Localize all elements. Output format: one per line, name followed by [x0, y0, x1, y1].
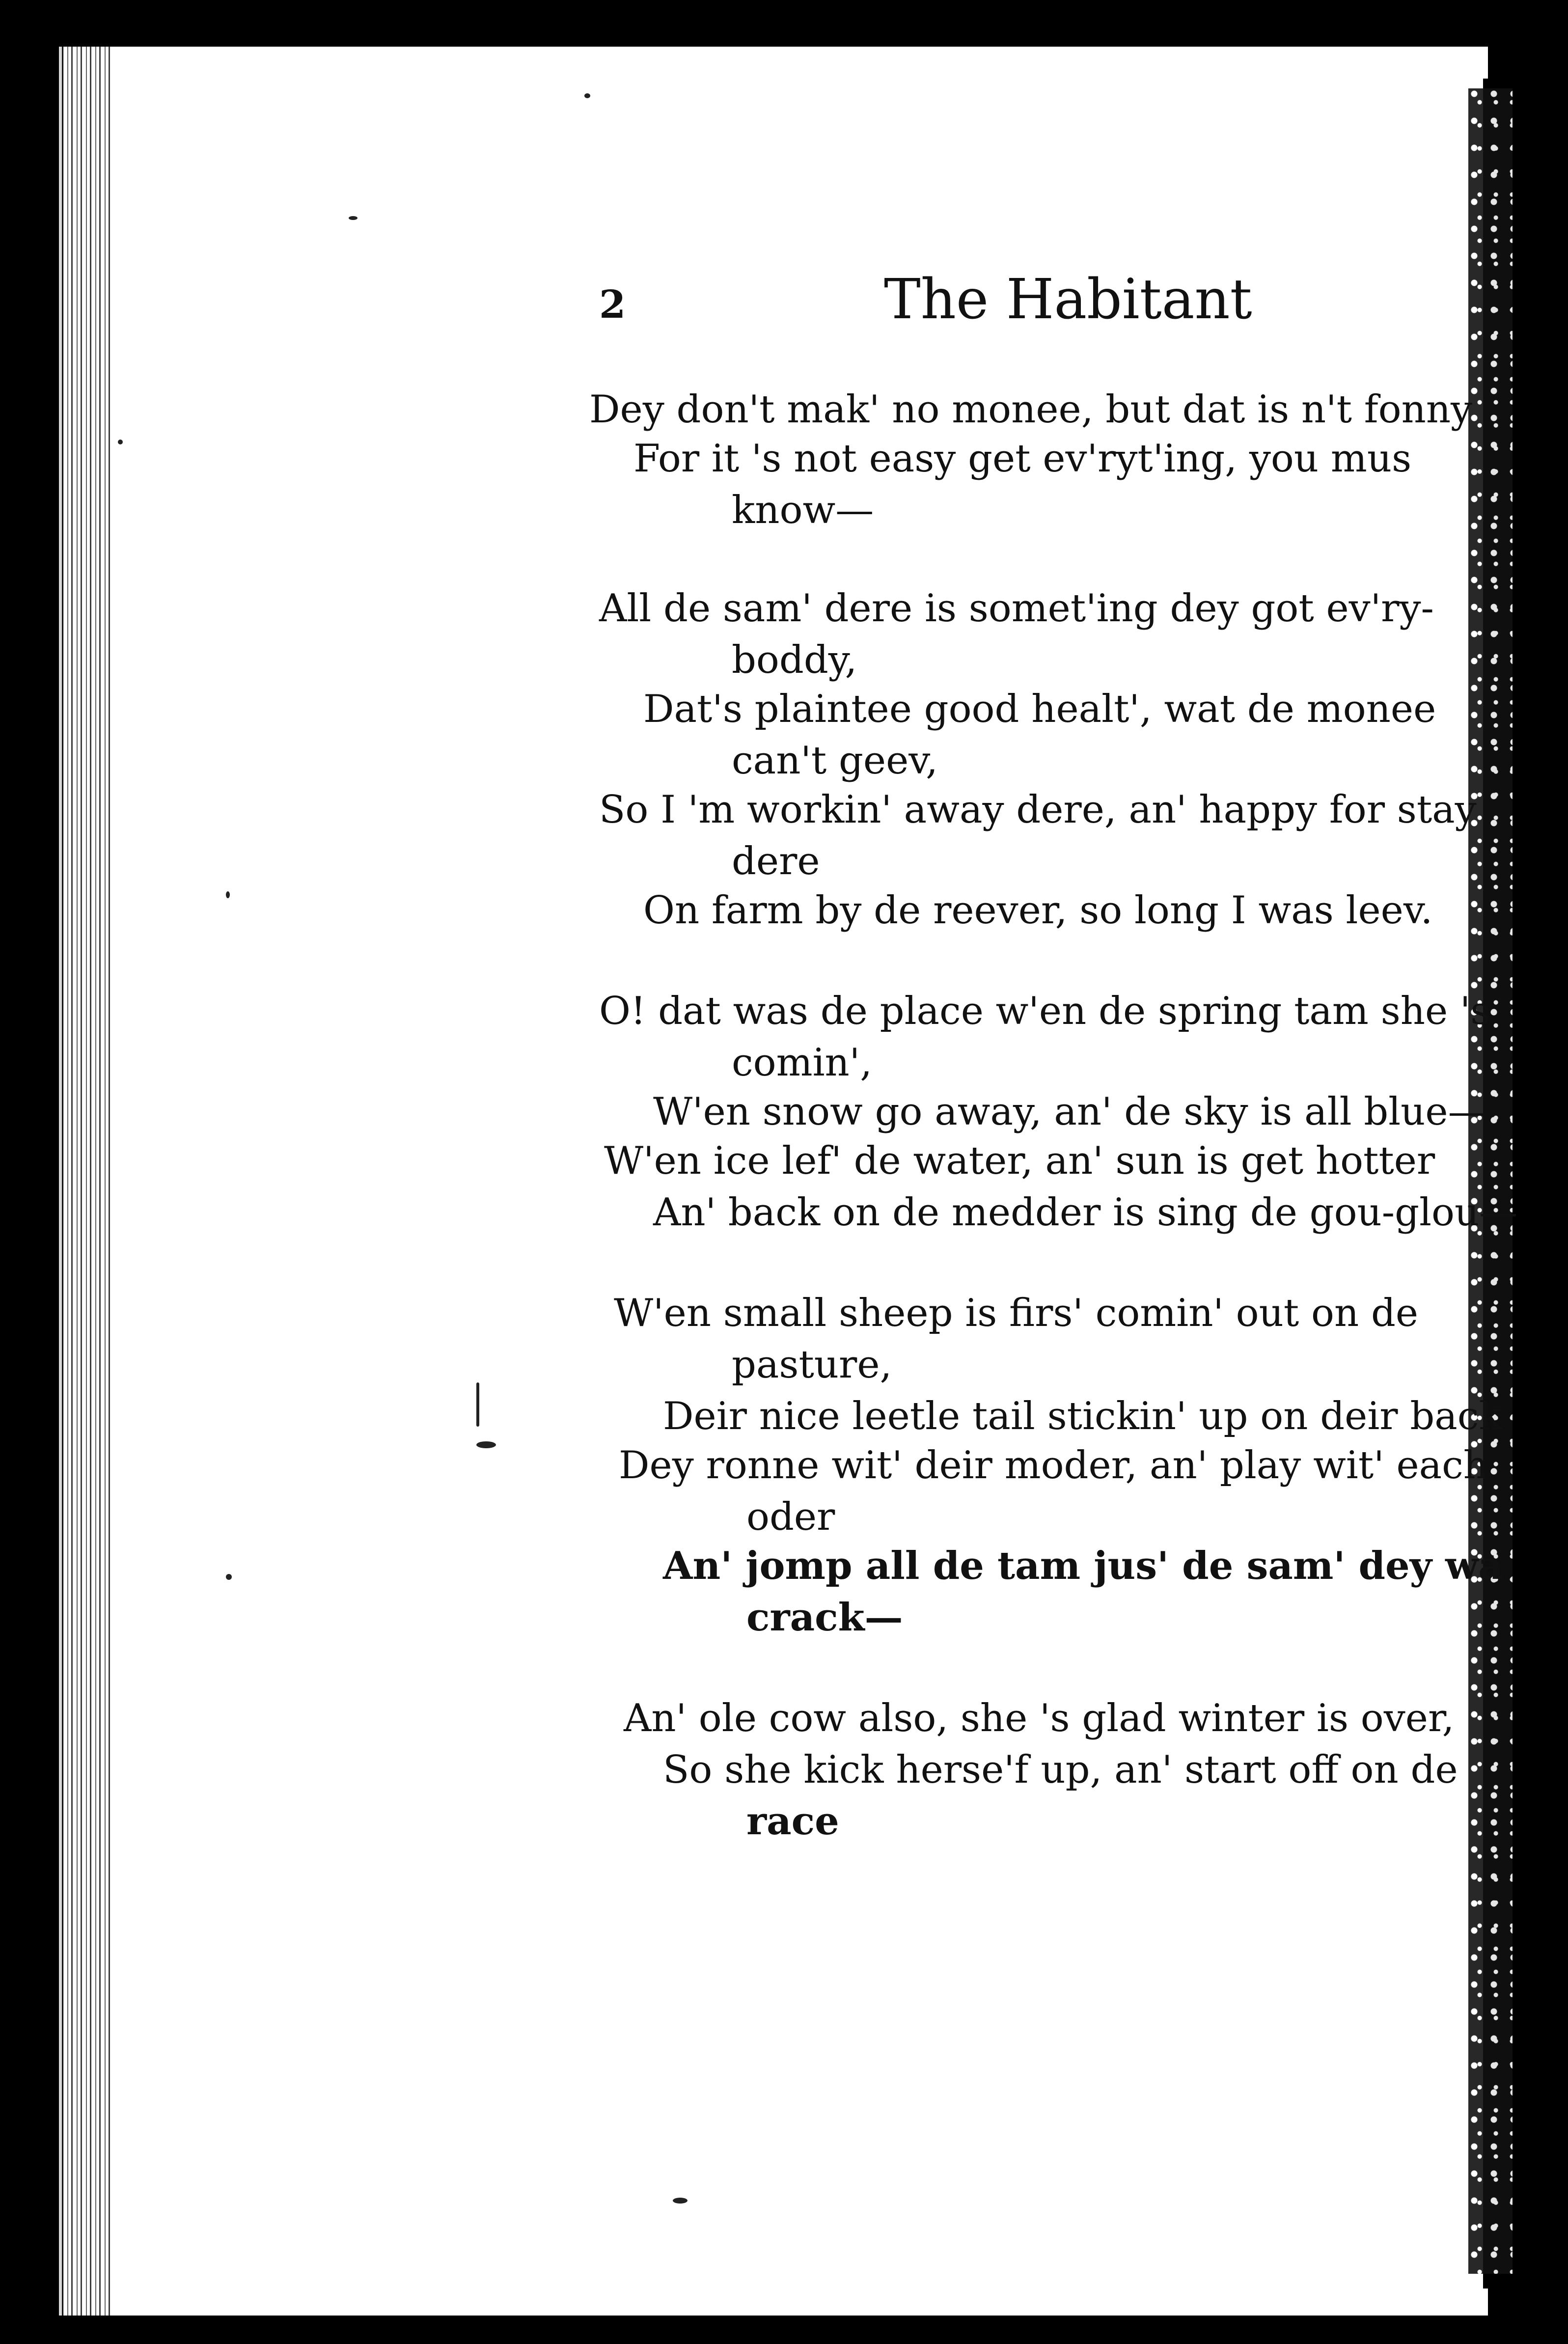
left-gutter-shadow [0, 0, 59, 2344]
poem-line: boddy, [732, 638, 857, 682]
poem-line: An' ole cow also, she 's glad winter is over, [624, 1696, 1455, 1740]
ink-speck [673, 2198, 688, 2204]
ink-speck [349, 216, 358, 220]
poem-line: race [746, 1799, 839, 1844]
poem-line: All de sam' dere is somet'ing dey got ev'ry- [599, 586, 1434, 631]
poem-line: comin', [732, 1041, 873, 1085]
ink-speck [226, 1574, 232, 1580]
poem-line: dere [732, 839, 820, 883]
ink-speck [118, 440, 123, 444]
poem-line: Dat's plaintee good healt', wat de monee [643, 687, 1436, 731]
page-number: 2 [599, 282, 626, 327]
ink-speck [584, 93, 590, 98]
bottom-page-shadow [0, 2316, 1568, 2344]
poem-line: Dey don't mak' no monee, but dat is n't fonny [589, 387, 1473, 432]
poem-line: Deir nice leetle tail stickin' up on deir back [663, 1394, 1502, 1438]
poem-line: So she kick herse'f up, an' start off on de [663, 1748, 1458, 1792]
poem-line: W'en ice lef' de water, an' sun is get hotter [604, 1139, 1435, 1183]
poem-line: know— [732, 488, 874, 532]
poem-line: For it 's not easy get ev'ryt'ing, you mus [633, 437, 1412, 481]
poem-line: So I 'm workin' away dere, an' happy for stay [599, 788, 1477, 832]
poem-line: O! dat was de place w'en de spring tam she 's [599, 989, 1490, 1033]
ink-speck [476, 1441, 496, 1448]
page-header [560, 268, 1493, 341]
poem-line: An' back on de medder is sing de gou-glou— [653, 1190, 1518, 1235]
poem-line: crack— [746, 1595, 903, 1640]
poem-line: On farm by de reever, so long I was leev. [643, 888, 1433, 933]
poem-line: Dey ronne wit' deir moder, an' play wit' each [619, 1443, 1488, 1488]
gutter-page-edges [59, 47, 113, 2316]
poem-line: can't geev, [732, 739, 938, 783]
poem-line: W'en small sheep is firs' comin' out on de [614, 1291, 1419, 1335]
ink-speck [476, 1382, 479, 1427]
poem-text [589, 376, 1518, 1878]
poem-line: oder [746, 1495, 835, 1539]
poem-line: pasture, [732, 1343, 892, 1387]
poem-line: An' jomp all de tam jus' de sam' dey wa [663, 1544, 1503, 1588]
poem-line: W'en snow go away, an' de sky is all blue— [653, 1090, 1486, 1134]
ink-speck [226, 891, 230, 898]
running-title: The Habitant [884, 268, 1252, 331]
